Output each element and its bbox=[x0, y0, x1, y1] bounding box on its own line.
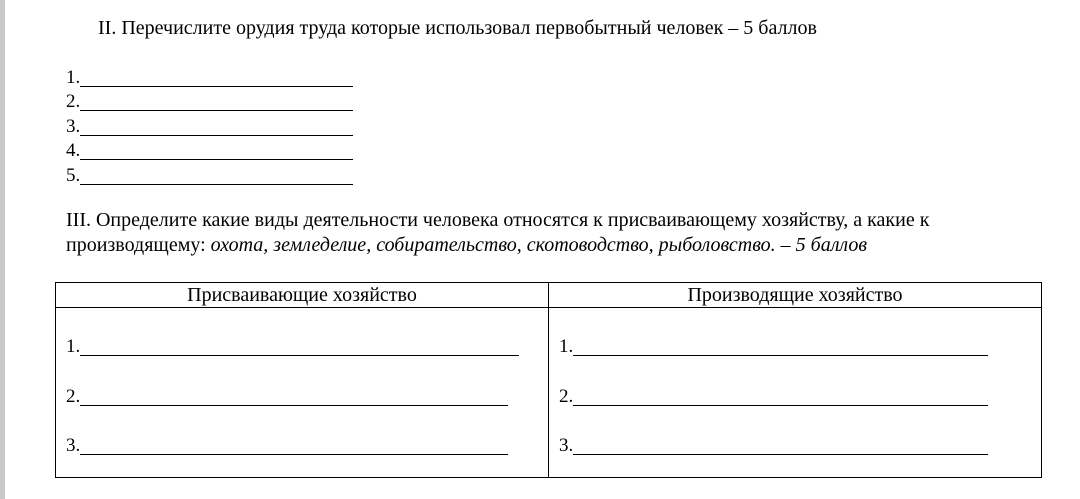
producing-cell bbox=[549, 308, 1042, 478]
economy-table bbox=[55, 282, 1042, 478]
answer-line[interactable] bbox=[66, 64, 353, 89]
answer-line[interactable] bbox=[66, 435, 508, 457]
answer-number: 1. bbox=[66, 66, 81, 88]
answer-line[interactable] bbox=[559, 435, 988, 457]
question-3-prompt bbox=[66, 208, 1056, 258]
answer-line[interactable] bbox=[66, 386, 508, 408]
answer-number: 2. bbox=[66, 386, 81, 407]
answer-blank[interactable] bbox=[573, 453, 988, 455]
question-3-activities: охота, земледелие, собирательство, скотоводство, рыболовство. – 5 баллов bbox=[210, 234, 868, 256]
answer-line[interactable] bbox=[66, 89, 353, 114]
question-2-title: II. Перечислите орудия труда которые использовал первобытный человек – 5 баллов bbox=[98, 17, 817, 39]
answer-number: 2. bbox=[559, 386, 574, 407]
answer-blank[interactable] bbox=[80, 134, 353, 136]
answer-number: 3. bbox=[66, 115, 81, 137]
answer-number: 3. bbox=[559, 435, 574, 456]
column-header-producing: Производящие хозяйство bbox=[549, 283, 1042, 308]
answer-blank[interactable] bbox=[80, 354, 519, 356]
answer-number: 3. bbox=[66, 435, 81, 456]
answer-blank[interactable] bbox=[80, 109, 353, 111]
answer-number: 1. bbox=[66, 336, 81, 357]
answer-line[interactable] bbox=[66, 336, 519, 358]
answer-blank[interactable] bbox=[573, 354, 988, 356]
answer-number: 1. bbox=[559, 336, 574, 357]
answer-blank[interactable] bbox=[573, 404, 988, 406]
answer-line[interactable] bbox=[559, 336, 988, 358]
answer-line[interactable] bbox=[66, 138, 353, 163]
answer-blank[interactable] bbox=[80, 183, 353, 185]
answer-number: 4. bbox=[66, 140, 81, 161]
answer-blank[interactable] bbox=[80, 404, 508, 406]
question-2-answer-list bbox=[66, 64, 353, 187]
answer-number: 2. bbox=[66, 91, 81, 112]
answer-line[interactable] bbox=[66, 162, 353, 187]
appropriating-cell bbox=[56, 308, 549, 478]
answer-line[interactable] bbox=[559, 386, 988, 408]
answer-number: 5. bbox=[66, 164, 81, 186]
answer-blank[interactable] bbox=[80, 453, 508, 455]
question-3-text: III. Определите какие виды деятельности человека относятся к присваивающему хозяйству, а какие к производящему: bbox=[66, 209, 930, 256]
page-edge bbox=[0, 0, 5, 499]
answer-blank[interactable] bbox=[80, 158, 353, 160]
answer-line[interactable] bbox=[66, 113, 353, 138]
column-header-appropriating: Присваивающие хозяйство bbox=[56, 283, 549, 308]
answer-blank[interactable] bbox=[80, 85, 353, 87]
